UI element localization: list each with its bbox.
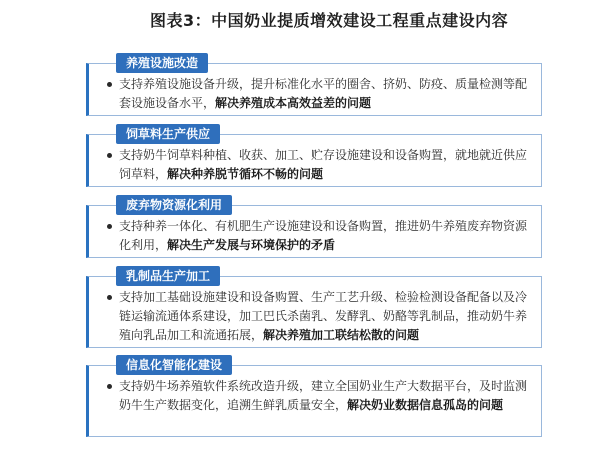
bullet-icon [107, 224, 112, 229]
section-item [105, 217, 527, 255]
section-item [105, 288, 527, 345]
section-text: 支持奶牛场养殖软件系统改造升级，建立全国奶业生产大数据平台，及时监测奶牛生产数据变化，追溯生鲜乳质量安全， [119, 379, 528, 412]
section-text: 支持养殖设施设备升级，提升标准化水平的圈舍、挤奶、防疫、质量检测等配套设施设备水平， [119, 77, 528, 110]
bullet-icon [107, 153, 112, 158]
section-bold-text: 解决生产发展与环境保护的矛盾 [167, 238, 336, 252]
section-bold-text: 解决奶业数据信息孤岛的问题 [347, 398, 504, 412]
section-text: 支持加工基础设施建设和设备购置、生产工艺升级、检验检测设备配备以及冷链运输流通体系建设，加工巴氏杀菌乳、发酵乳、奶酪等乳制品，推动奶牛养殖向乳品加工和流通拓展， [119, 290, 528, 342]
section-bold-text: 解决种养脱节循环不畅的问题 [167, 167, 324, 181]
section-text: 支持种养一体化、有机肥生产设施建设和设备购置，推进奶牛养殖废弃物资源化利用， [119, 219, 528, 252]
bullet-icon [107, 384, 112, 389]
section-item [105, 75, 527, 113]
section-item [105, 146, 527, 184]
section-card-dairy-processing [86, 276, 542, 348]
section-heading-dairy-processing: 乳制品生产加工 [116, 266, 220, 286]
section-heading-informatization: 信息化智能化建设 [116, 355, 232, 375]
section-bold-text: 解决养殖加工联结松散的问题 [263, 328, 420, 342]
page-title: 图表3：中国奶业提质增效建设工程重点建设内容 [150, 11, 509, 30]
section-bold-text: 解决养殖成本高效益差的问题 [215, 96, 372, 110]
section-heading-forage-supply: 饲草料生产供应 [116, 124, 220, 144]
section-heading-breeding-facilities: 养殖设施改造 [116, 53, 208, 73]
section-card-informatization [86, 365, 542, 437]
bullet-icon [107, 295, 112, 300]
section-heading-waste-utilization: 废弃物资源化利用 [116, 195, 232, 215]
section-text: 支持奶牛饲草料种植、收获、加工、贮存设施建设和设备购置，就地就近供应饲草料， [119, 148, 528, 181]
bullet-icon [107, 82, 112, 87]
section-item [105, 377, 527, 415]
